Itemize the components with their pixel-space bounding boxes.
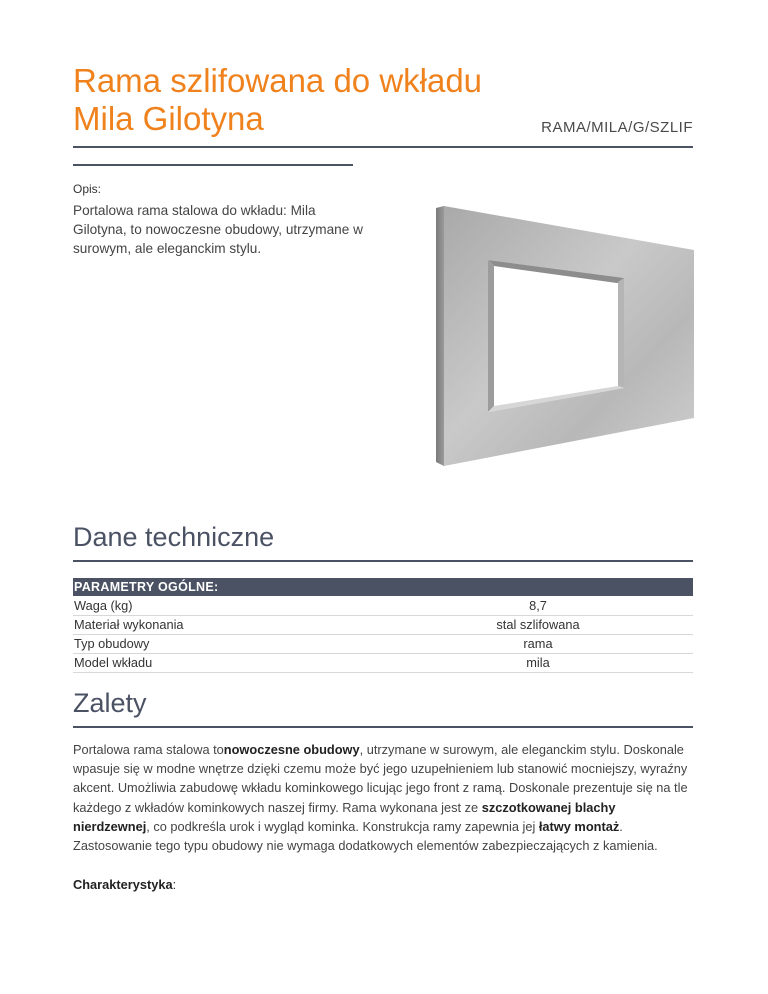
advantages-bold-steel: szczotkowanej blachy nierdzewnej [73,799,616,834]
description-divider [73,164,353,166]
param-label: Materiał wykonania [73,615,383,634]
advantages-text [73,740,693,855]
param-label: Waga (kg) [73,596,383,615]
characteristics-colon: : [172,877,177,892]
product-title [73,62,543,138]
header-divider [73,146,693,148]
param-value: 8,7 [383,596,693,615]
product-image [430,200,695,468]
characteristics-label [73,877,176,892]
parameters-table-header-row [73,578,693,596]
table-row [73,615,693,634]
param-value: stal szlifowana [383,615,693,634]
description-label: Opis: [73,182,102,196]
advantages-bold-modern: nowoczesne obudowy [223,742,360,757]
technical-heading: Dane techniczne [73,522,275,552]
param-label: Model wkładu [73,653,383,672]
advantages-heading: Zalety [73,688,147,718]
table-row [73,634,693,653]
advantages-text-part: Portalowa rama stalowa to [73,742,224,757]
product-sku: RAMA/MILA/G/SZLIF [541,119,693,136]
technical-divider [73,560,693,562]
advantages-text-part: , co podkreśla urok i wygląd kominka. Konstrukcja ramy zapewnia jej [146,818,539,834]
advantages-text-part: . Zastosowanie tego typu obudowy nie wymaga dodatkowych elementów zabezpieczających z kamienia. [73,818,658,854]
parameters-table-header: PARAMETRY OGÓLNE: [73,578,693,596]
description-text: Portalowa rama stalowa do wkładu: Mila Gilotyna, to nowoczesne obudowy, utrzymane w surowym, ale eleganckim stylu. [73,203,363,256]
product-title-line2: Mila Gilotyna [73,100,264,137]
table-row [73,653,693,672]
parameters-table [73,578,693,673]
characteristics-label-text: Charakterystyka [73,877,173,892]
product-title-line1: Rama szlifowana do wkładu [73,62,483,99]
param-value: rama [383,634,693,653]
advantages-bold-mounting: łatwy montaż [538,818,620,834]
param-value: mila [383,653,693,672]
advantages-divider [73,726,693,728]
param-label: Typ obudowy [73,634,383,653]
advantages-text-part: , utrzymane w surowym, ale eleganckim stylu. Doskonale wpasuje się w modne wnętrze dzięki czemu może być jego uzupełnieniem lub stanowić mocniejszy, wyraźny akcent. Umożliwia zabudowę wkładu kominkowego licując jego front z ramą. Doskonale prezentuje się na tle każdego z wkładów kominkowych naszej firmy. Rama wykonana jest ze [73,742,688,815]
table-row [73,596,693,615]
